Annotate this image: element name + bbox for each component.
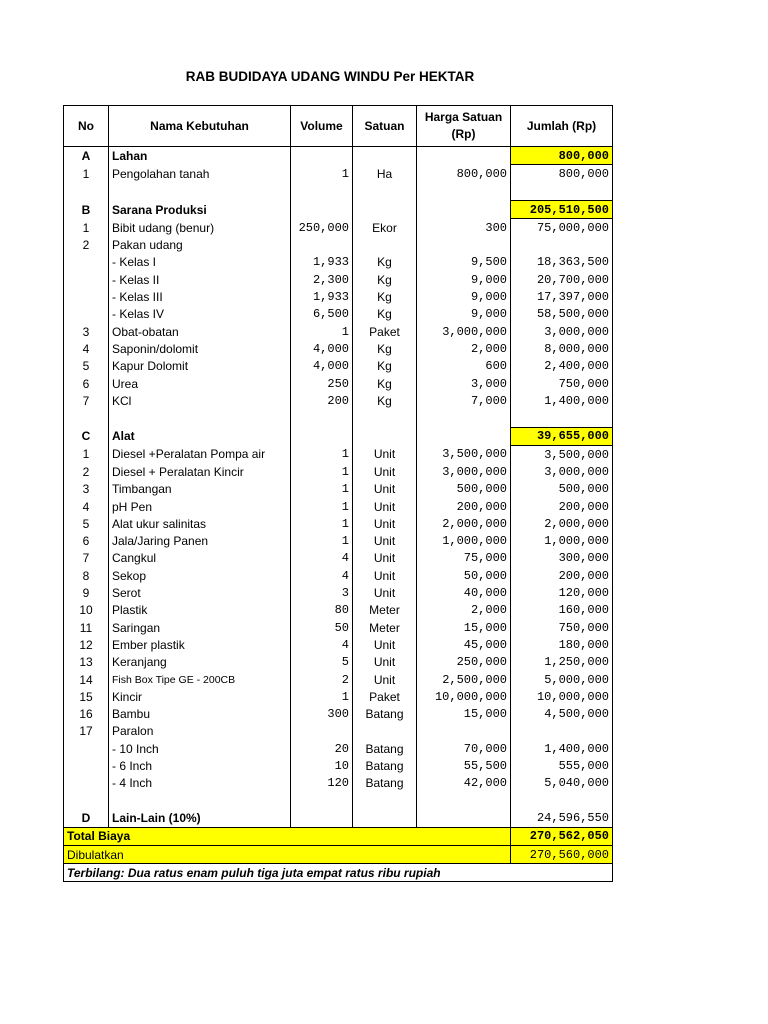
row-total: 555,000 bbox=[511, 757, 613, 774]
row-total: 205,510,500 bbox=[511, 200, 613, 218]
row-name: Cangkul bbox=[109, 550, 291, 567]
row-volume: 50 bbox=[291, 619, 353, 636]
table-row bbox=[64, 463, 613, 480]
row-total: 20,700,000 bbox=[511, 271, 613, 288]
table-row bbox=[64, 375, 613, 392]
row-name: Saringan bbox=[109, 619, 291, 636]
row-volume: 3 bbox=[291, 584, 353, 601]
row-unit: Paket bbox=[353, 688, 417, 705]
header-unit: Satuan bbox=[353, 106, 417, 147]
row-price: 40,000 bbox=[417, 584, 511, 601]
row-total: 120,000 bbox=[511, 584, 613, 601]
row-name: Obat-obatan bbox=[109, 323, 291, 340]
row-volume: 1 bbox=[291, 688, 353, 705]
row-price: 200,000 bbox=[417, 498, 511, 515]
row-total: 750,000 bbox=[511, 619, 613, 636]
row-volume: 2,300 bbox=[291, 271, 353, 288]
row-unit: Unit bbox=[353, 481, 417, 498]
row-name: Diesel + Peralatan Kincir bbox=[109, 463, 291, 480]
row-name: - 4 Inch bbox=[109, 775, 291, 792]
row-total bbox=[511, 236, 613, 253]
row-unit: Unit bbox=[353, 636, 417, 653]
row-total: 10,000,000 bbox=[511, 688, 613, 705]
table-row bbox=[64, 165, 613, 183]
row-total: 1,400,000 bbox=[511, 740, 613, 757]
row-total: 180,000 bbox=[511, 636, 613, 653]
row-no bbox=[64, 288, 109, 305]
row-total: 1,400,000 bbox=[511, 392, 613, 409]
row-name: Lahan bbox=[109, 147, 291, 165]
in-words-text: Terbilang: Dua ratus enam puluh tiga juta empat ratus ribu rupiah bbox=[64, 864, 613, 882]
row-unit bbox=[353, 809, 417, 827]
row-unit: Batang bbox=[353, 775, 417, 792]
row-no: 2 bbox=[64, 463, 109, 480]
row-total bbox=[511, 183, 613, 201]
row-total bbox=[511, 792, 613, 809]
table-row bbox=[64, 498, 613, 515]
row-name: Pengolahan tanah bbox=[109, 165, 291, 183]
row-total: 3,000,000 bbox=[511, 323, 613, 340]
row-volume: 1 bbox=[291, 498, 353, 515]
row-price: 3,000,000 bbox=[417, 463, 511, 480]
row-no: 5 bbox=[64, 515, 109, 532]
row-total: 300,000 bbox=[511, 550, 613, 567]
section-row bbox=[64, 147, 613, 165]
row-no bbox=[64, 409, 109, 427]
row-name: Plastik bbox=[109, 602, 291, 619]
row-price: 9,000 bbox=[417, 306, 511, 323]
row-price bbox=[417, 236, 511, 253]
table-row bbox=[64, 446, 613, 464]
header-name: Nama Kebutuhan bbox=[109, 106, 291, 147]
table-row bbox=[64, 636, 613, 653]
blank-row bbox=[64, 409, 613, 427]
row-no: 10 bbox=[64, 602, 109, 619]
document-title: RAB BUDIDAYA UDANG WINDU Per HEKTAR bbox=[185, 69, 475, 84]
row-price bbox=[417, 427, 511, 445]
row-unit: Unit bbox=[353, 446, 417, 464]
row-total: 500,000 bbox=[511, 481, 613, 498]
row-name: - Kelas I bbox=[109, 254, 291, 271]
table-row bbox=[64, 775, 613, 792]
row-name: Alat bbox=[109, 427, 291, 445]
row-name: Keranjang bbox=[109, 654, 291, 671]
row-name: Ember plastik bbox=[109, 636, 291, 653]
row-name: Lain-Lain (10%) bbox=[109, 809, 291, 827]
row-unit: Kg bbox=[353, 392, 417, 409]
row-volume bbox=[291, 723, 353, 740]
row-price: 3,000 bbox=[417, 375, 511, 392]
row-total bbox=[511, 409, 613, 427]
row-total: 58,500,000 bbox=[511, 306, 613, 323]
row-name: Fish Box Tipe GE - 200CB bbox=[109, 671, 291, 688]
row-unit bbox=[353, 792, 417, 809]
row-name: Bambu bbox=[109, 706, 291, 723]
row-unit: Unit bbox=[353, 550, 417, 567]
header-no: No bbox=[64, 106, 109, 147]
row-total: 5,000,000 bbox=[511, 671, 613, 688]
row-volume bbox=[291, 809, 353, 827]
table-row bbox=[64, 533, 613, 550]
row-no: 2 bbox=[64, 236, 109, 253]
table-row bbox=[64, 323, 613, 340]
row-price: 2,500,000 bbox=[417, 671, 511, 688]
row-price bbox=[417, 809, 511, 827]
row-volume bbox=[291, 183, 353, 201]
table-row bbox=[64, 358, 613, 375]
budget-table bbox=[63, 105, 613, 882]
row-volume bbox=[291, 200, 353, 218]
row-price: 1,000,000 bbox=[417, 533, 511, 550]
row-volume: 6,500 bbox=[291, 306, 353, 323]
row-unit bbox=[353, 200, 417, 218]
row-unit: Kg bbox=[353, 254, 417, 271]
table-row bbox=[64, 236, 613, 253]
total-cost-row bbox=[64, 827, 613, 845]
row-volume: 1 bbox=[291, 446, 353, 464]
row-volume bbox=[291, 427, 353, 445]
row-no: 6 bbox=[64, 375, 109, 392]
row-no: C bbox=[64, 427, 109, 445]
row-volume: 1 bbox=[291, 165, 353, 183]
row-volume: 120 bbox=[291, 775, 353, 792]
row-total: 200,000 bbox=[511, 498, 613, 515]
row-no bbox=[64, 757, 109, 774]
header-price-line2: (Rp) bbox=[451, 127, 476, 141]
row-unit: Meter bbox=[353, 602, 417, 619]
table-row bbox=[64, 740, 613, 757]
row-no: 1 bbox=[64, 165, 109, 183]
row-unit bbox=[353, 409, 417, 427]
row-name: - Kelas III bbox=[109, 288, 291, 305]
table-body bbox=[64, 147, 613, 828]
row-price: 55,500 bbox=[417, 757, 511, 774]
row-price: 15,000 bbox=[417, 706, 511, 723]
row-unit: Meter bbox=[353, 619, 417, 636]
row-total: 3,500,000 bbox=[511, 446, 613, 464]
row-name bbox=[109, 183, 291, 201]
row-price bbox=[417, 792, 511, 809]
row-price: 10,000,000 bbox=[417, 688, 511, 705]
row-name: Saponin/dolomit bbox=[109, 340, 291, 357]
row-total: 18,363,500 bbox=[511, 254, 613, 271]
header-total: Jumlah (Rp) bbox=[511, 106, 613, 147]
row-volume: 2 bbox=[291, 671, 353, 688]
row-volume: 1 bbox=[291, 515, 353, 532]
row-volume: 4 bbox=[291, 636, 353, 653]
row-unit: Ekor bbox=[353, 219, 417, 237]
row-price bbox=[417, 200, 511, 218]
row-name bbox=[109, 409, 291, 427]
row-name: KCl bbox=[109, 392, 291, 409]
row-total: 5,040,000 bbox=[511, 775, 613, 792]
row-no: 6 bbox=[64, 533, 109, 550]
table-row bbox=[64, 340, 613, 357]
row-volume: 250,000 bbox=[291, 219, 353, 237]
row-volume: 20 bbox=[291, 740, 353, 757]
row-total: 8,000,000 bbox=[511, 340, 613, 357]
row-no: 5 bbox=[64, 358, 109, 375]
row-name: Sarana Produksi bbox=[109, 200, 291, 218]
rounded-value: 270,560,000 bbox=[511, 845, 613, 863]
row-no: 14 bbox=[64, 671, 109, 688]
row-name: - 10 Inch bbox=[109, 740, 291, 757]
row-no bbox=[64, 740, 109, 757]
row-unit: Kg bbox=[353, 358, 417, 375]
row-total: 17,397,000 bbox=[511, 288, 613, 305]
row-no: 16 bbox=[64, 706, 109, 723]
row-price: 250,000 bbox=[417, 654, 511, 671]
row-no: 8 bbox=[64, 567, 109, 584]
table-row bbox=[64, 481, 613, 498]
row-total: 4,500,000 bbox=[511, 706, 613, 723]
row-volume: 10 bbox=[291, 757, 353, 774]
row-price: 3,500,000 bbox=[417, 446, 511, 464]
row-no: D bbox=[64, 809, 109, 827]
row-no: 11 bbox=[64, 619, 109, 636]
row-unit: Kg bbox=[353, 340, 417, 357]
row-total: 200,000 bbox=[511, 567, 613, 584]
row-unit bbox=[353, 236, 417, 253]
row-volume: 250 bbox=[291, 375, 353, 392]
row-no: B bbox=[64, 200, 109, 218]
row-price: 600 bbox=[417, 358, 511, 375]
row-unit: Unit bbox=[353, 654, 417, 671]
row-price: 2,000 bbox=[417, 602, 511, 619]
row-no: 1 bbox=[64, 446, 109, 464]
row-name: Kincir bbox=[109, 688, 291, 705]
row-price bbox=[417, 147, 511, 165]
row-unit bbox=[353, 183, 417, 201]
row-total: 3,000,000 bbox=[511, 463, 613, 480]
row-unit: Unit bbox=[353, 671, 417, 688]
row-no: 1 bbox=[64, 219, 109, 237]
in-words-row bbox=[64, 864, 613, 882]
row-no: 12 bbox=[64, 636, 109, 653]
table-row bbox=[64, 619, 613, 636]
table-row bbox=[64, 723, 613, 740]
row-no bbox=[64, 775, 109, 792]
row-price: 500,000 bbox=[417, 481, 511, 498]
row-unit bbox=[353, 147, 417, 165]
table-row bbox=[64, 567, 613, 584]
total-cost-label: Total Biaya bbox=[64, 827, 511, 845]
row-unit: Unit bbox=[353, 498, 417, 515]
row-unit: Unit bbox=[353, 533, 417, 550]
table-row bbox=[64, 271, 613, 288]
row-unit: Kg bbox=[353, 271, 417, 288]
row-no: 7 bbox=[64, 392, 109, 409]
row-name: Sekop bbox=[109, 567, 291, 584]
row-name: - 6 Inch bbox=[109, 757, 291, 774]
blank-row bbox=[64, 792, 613, 809]
row-price: 800,000 bbox=[417, 165, 511, 183]
row-price: 3,000,000 bbox=[417, 323, 511, 340]
table-row bbox=[64, 584, 613, 601]
table-row bbox=[64, 306, 613, 323]
row-price: 50,000 bbox=[417, 567, 511, 584]
row-unit: Unit bbox=[353, 515, 417, 532]
row-name: Urea bbox=[109, 375, 291, 392]
row-unit bbox=[353, 723, 417, 740]
row-no: 17 bbox=[64, 723, 109, 740]
table-row bbox=[64, 550, 613, 567]
row-no: 4 bbox=[64, 340, 109, 357]
row-no: 3 bbox=[64, 481, 109, 498]
row-price: 70,000 bbox=[417, 740, 511, 757]
row-volume: 80 bbox=[291, 602, 353, 619]
row-name: Diesel +Peralatan Pompa air bbox=[109, 446, 291, 464]
row-unit: Unit bbox=[353, 584, 417, 601]
row-unit bbox=[353, 427, 417, 445]
row-no bbox=[64, 271, 109, 288]
row-volume: 5 bbox=[291, 654, 353, 671]
row-name: Paralon bbox=[109, 723, 291, 740]
table-row bbox=[64, 671, 613, 688]
row-price bbox=[417, 183, 511, 201]
row-price: 9,000 bbox=[417, 288, 511, 305]
row-unit: Ha bbox=[353, 165, 417, 183]
row-price: 75,000 bbox=[417, 550, 511, 567]
row-unit: Kg bbox=[353, 375, 417, 392]
row-unit: Batang bbox=[353, 706, 417, 723]
row-no bbox=[64, 183, 109, 201]
row-no bbox=[64, 306, 109, 323]
row-no: 9 bbox=[64, 584, 109, 601]
row-volume: 1,933 bbox=[291, 288, 353, 305]
row-price: 15,000 bbox=[417, 619, 511, 636]
row-no: 13 bbox=[64, 654, 109, 671]
row-no bbox=[64, 254, 109, 271]
row-price: 2,000 bbox=[417, 340, 511, 357]
row-no: 4 bbox=[64, 498, 109, 515]
row-price: 7,000 bbox=[417, 392, 511, 409]
row-unit: Batang bbox=[353, 757, 417, 774]
section-row bbox=[64, 427, 613, 445]
row-name bbox=[109, 792, 291, 809]
row-total: 39,655,000 bbox=[511, 427, 613, 445]
header-row bbox=[64, 106, 613, 147]
row-volume: 1 bbox=[291, 463, 353, 480]
row-total: 800,000 bbox=[511, 147, 613, 165]
row-price: 300 bbox=[417, 219, 511, 237]
row-unit: Paket bbox=[353, 323, 417, 340]
row-price: 45,000 bbox=[417, 636, 511, 653]
row-name: - Kelas IV bbox=[109, 306, 291, 323]
row-name: Serot bbox=[109, 584, 291, 601]
row-volume: 4,000 bbox=[291, 340, 353, 357]
row-total: 1,000,000 bbox=[511, 533, 613, 550]
row-total: 160,000 bbox=[511, 602, 613, 619]
table-row bbox=[64, 254, 613, 271]
row-total: 1,250,000 bbox=[511, 654, 613, 671]
row-price bbox=[417, 723, 511, 740]
table-row bbox=[64, 654, 613, 671]
row-no bbox=[64, 792, 109, 809]
row-total: 2,000,000 bbox=[511, 515, 613, 532]
header-price-line1: Harga Satuan bbox=[424, 110, 503, 124]
row-no: 7 bbox=[64, 550, 109, 567]
row-name: Pakan udang bbox=[109, 236, 291, 253]
section-row bbox=[64, 809, 613, 827]
row-volume bbox=[291, 409, 353, 427]
row-volume bbox=[291, 147, 353, 165]
row-price: 9,000 bbox=[417, 271, 511, 288]
row-total: 2,400,000 bbox=[511, 358, 613, 375]
row-total: 800,000 bbox=[511, 165, 613, 183]
rounded-label: Dibulatkan bbox=[64, 845, 511, 863]
section-row bbox=[64, 200, 613, 218]
row-total: 75,000,000 bbox=[511, 219, 613, 237]
row-unit: Unit bbox=[353, 567, 417, 584]
summary-body bbox=[64, 827, 613, 882]
row-volume: 1 bbox=[291, 533, 353, 550]
row-name: Kapur Dolomit bbox=[109, 358, 291, 375]
row-total: 750,000 bbox=[511, 375, 613, 392]
rounded-row bbox=[64, 845, 613, 863]
row-volume bbox=[291, 236, 353, 253]
row-volume: 1 bbox=[291, 481, 353, 498]
blank-row bbox=[64, 183, 613, 201]
table-row bbox=[64, 392, 613, 409]
row-volume bbox=[291, 792, 353, 809]
row-price bbox=[417, 409, 511, 427]
total-cost-value: 270,562,050 bbox=[511, 827, 613, 845]
row-name: - Kelas II bbox=[109, 271, 291, 288]
table-row bbox=[64, 757, 613, 774]
header-price bbox=[417, 106, 511, 147]
row-unit: Kg bbox=[353, 288, 417, 305]
row-no: 3 bbox=[64, 323, 109, 340]
table-row bbox=[64, 602, 613, 619]
row-name: Bibit udang (benur) bbox=[109, 219, 291, 237]
row-no: A bbox=[64, 147, 109, 165]
row-no: 15 bbox=[64, 688, 109, 705]
row-price: 9,500 bbox=[417, 254, 511, 271]
row-unit: Kg bbox=[353, 306, 417, 323]
table-row bbox=[64, 288, 613, 305]
row-name: pH Pen bbox=[109, 498, 291, 515]
row-volume: 300 bbox=[291, 706, 353, 723]
table-row bbox=[64, 706, 613, 723]
table-row bbox=[64, 688, 613, 705]
row-price: 2,000,000 bbox=[417, 515, 511, 532]
header-volume: Volume bbox=[291, 106, 353, 147]
row-volume: 4 bbox=[291, 567, 353, 584]
row-volume: 1,933 bbox=[291, 254, 353, 271]
row-name: Jala/Jaring Panen bbox=[109, 533, 291, 550]
row-total: 24,596,550 bbox=[511, 809, 613, 827]
row-volume: 4 bbox=[291, 550, 353, 567]
row-total bbox=[511, 723, 613, 740]
row-name: Alat ukur salinitas bbox=[109, 515, 291, 532]
row-unit: Unit bbox=[353, 463, 417, 480]
table-row bbox=[64, 515, 613, 532]
row-volume: 200 bbox=[291, 392, 353, 409]
row-volume: 1 bbox=[291, 323, 353, 340]
table-row bbox=[64, 219, 613, 237]
row-price: 42,000 bbox=[417, 775, 511, 792]
row-unit: Batang bbox=[353, 740, 417, 757]
row-name: Timbangan bbox=[109, 481, 291, 498]
row-volume: 4,000 bbox=[291, 358, 353, 375]
